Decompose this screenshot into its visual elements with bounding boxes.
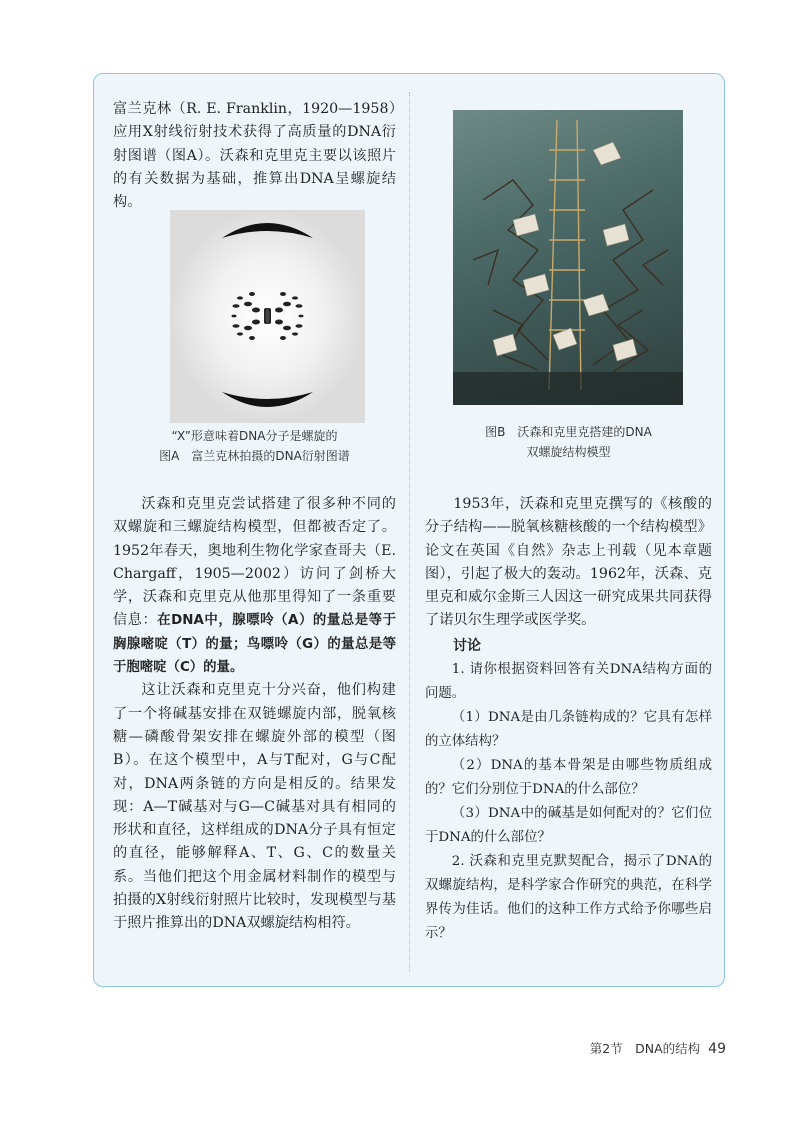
question-1: 1. 请你根据资料回答有关DNA结构方面的问题。: [425, 661, 712, 701]
intro-paragraph: [113, 98, 396, 214]
column-divider: [409, 92, 410, 972]
page-number: 49: [708, 1041, 726, 1057]
figure-b-caption: [425, 422, 712, 462]
base-ratio-rule: 在DNA中，腺嘌呤（A）的量总是等于胸腺嘧啶（T）的量；鸟嘌呤（G）的量总是等于胞嘧啶（C）的量。: [113, 613, 396, 676]
figure-a-note: “X”形意味着DNA分子是螺旋的: [171, 429, 338, 443]
nobel-paragraph: 1953年，沃森和克里克撰写的《核酸的分子结构——脱氧核糖核酸的一个结构模型》论文在英国《自然》杂志上刊载（见本章题图），引起了极大的轰动。1962年，沃森、克里克和威尔金斯三人因这一研究成果共同获得了诺贝尔生理学或医学奖。: [425, 496, 712, 629]
discussion-title: 讨论: [453, 637, 481, 654]
figure-a-xray-diffraction-image: [170, 210, 365, 423]
question-1a: （1）DNA是由几条链构成的？它具有怎样的立体结构？: [425, 709, 712, 749]
question-2: 2. 沃森和克里克默契配合，揭示了DNA的双螺旋结构，是科学家合作研究的典范，在科学界传为佳话。他们的这种工作方式给予你哪些启示？: [425, 853, 712, 941]
left-body: [113, 493, 396, 936]
figure-b-model-photo: [453, 110, 683, 405]
right-body: [425, 493, 712, 946]
figure-b-title-line2: 双螺旋结构模型: [526, 445, 611, 459]
chargaff-text: 沃森和克里克尝试搭建了很多种不同的双螺旋和三螺旋结构模型，但都被否定了。1952年春天，奥地利生物化学家查哥夫（E. Chargaff，1905—2002）访问了剑桥大学，沃森和克里克从他那里得知了一条重要信息：: [113, 496, 396, 629]
page-footer: [590, 1039, 726, 1057]
model-paragraph: 这让沃森和克里克十分兴奋，他们构建了一个将碱基安排在双链螺旋内部，脱氧核糖—磷酸骨架安排在螺旋外部的模型（图B）。在这个模型中，A与T配对，G与C配对，DNA两条链的方向是相反的。结果发现：A—T碱基对与G—C碱基对具有相同的形状和直径，这样组成的DNA分子具有恒定的直径，能够解释A、T、G、C的数量关系。当他们把这个用金属材料制作的模型与拍摄的X射线衍射照片比较时，发现模型与基于照片推算出的DNA双螺旋结构相符。: [113, 682, 396, 932]
chargaff-paragraph: [113, 493, 396, 679]
figure-a-title: 图A 富兰克林拍摄的DNA衍射图谱: [159, 449, 350, 463]
question-1b: （2）DNA的基本骨架是由哪些物质组成的？它们分别位于DNA的什么部位？: [425, 757, 712, 797]
question-1c: （3）DNA中的碱基是如何配对的？它们位于DNA的什么部位？: [425, 805, 712, 845]
figure-b-title-line1: 图B 沃森和克里克搭建的DNA: [485, 425, 652, 439]
figure-a-caption: [113, 426, 396, 466]
section-label: 第2节 DNA的结构: [589, 1041, 701, 1056]
intro-text: 富兰克林（R. E. Franklin，1920—1958）应用X射线衍射技术获得了高质量的DNA衍射图谱（图A）。沃森和克里克主要以该照片的有关数据为基础，推算出DNA呈螺旋结构。: [113, 101, 396, 211]
